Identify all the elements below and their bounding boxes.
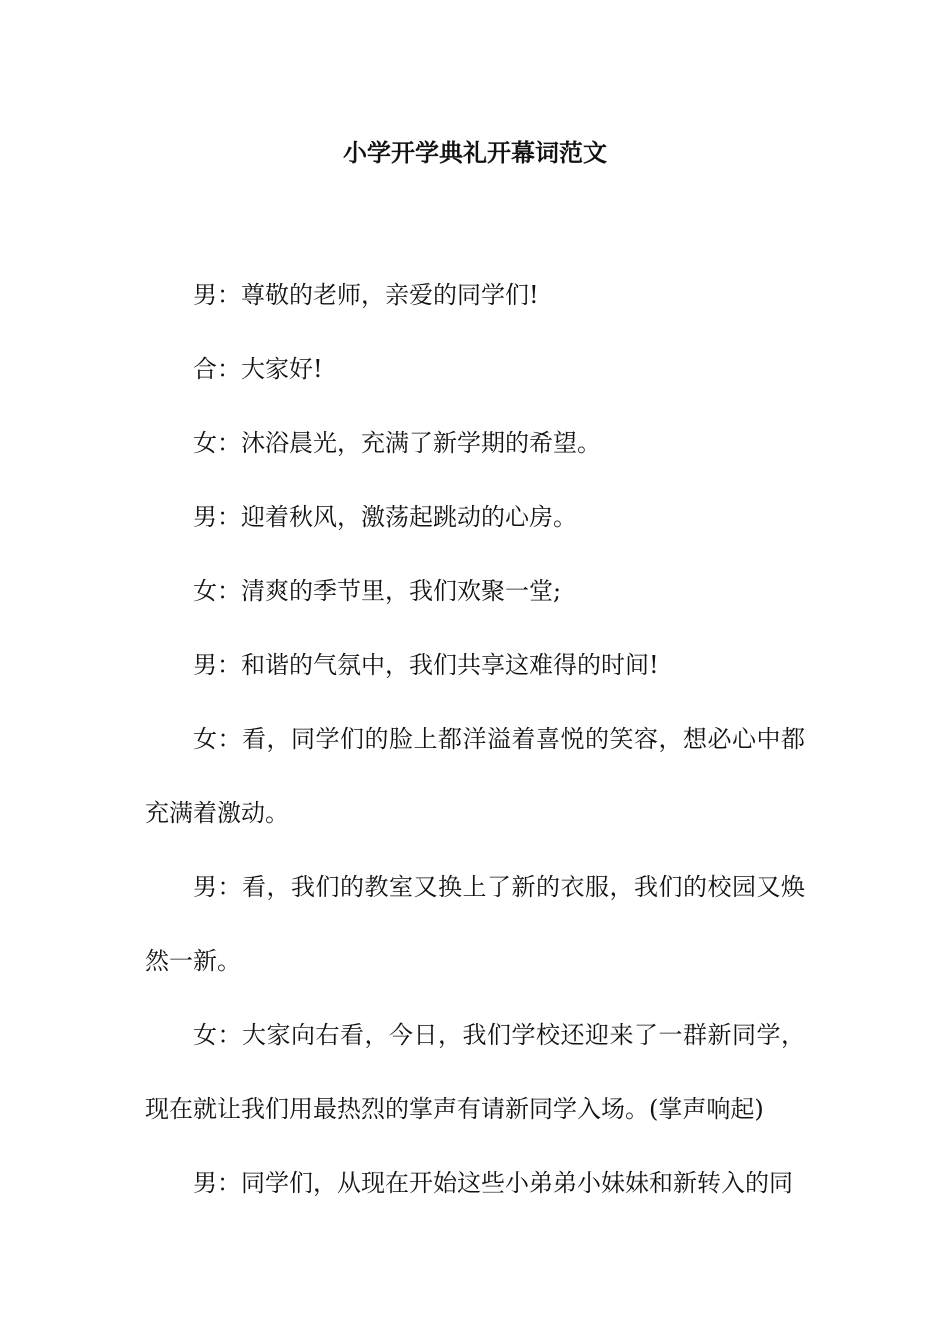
paragraph-2: 合：大家好!: [193, 355, 323, 383]
document-title: 小学开学典礼开幕词范文: [343, 139, 607, 167]
paragraph-7: 女：看，同学们的脸上都洋溢着喜悦的笑容，想必心中都充满着激动。: [145, 725, 805, 827]
paragraph-1: 男：尊敬的老师，亲爱的同学们!: [193, 281, 539, 309]
paragraph-5: 女：清爽的季节里，我们欢聚一堂;: [193, 577, 562, 605]
paragraph-9: 女：大家向右看，今日，我们学校还迎来了一群新同学，现在就让我们用最热烈的掌声有请新同学入场。(掌声响起): [145, 1021, 805, 1123]
paragraph-4: 男：迎着秋风，激荡起跳动的心房。: [193, 503, 577, 531]
document-body: [145, 258, 805, 1220]
paragraph-8: 男：看，我们的教室又换上了新的衣服，我们的校园又焕然一新。: [145, 873, 805, 975]
paragraph-10: 男：同学们，从现在开始这些小弟弟小妹妹和新转入的同: [193, 1169, 793, 1197]
paragraph-6: 男：和谐的气氛中，我们共享这难得的时间!: [193, 651, 659, 679]
paragraph-3: 女：沐浴晨光，充满了新学期的希望。: [193, 429, 601, 457]
